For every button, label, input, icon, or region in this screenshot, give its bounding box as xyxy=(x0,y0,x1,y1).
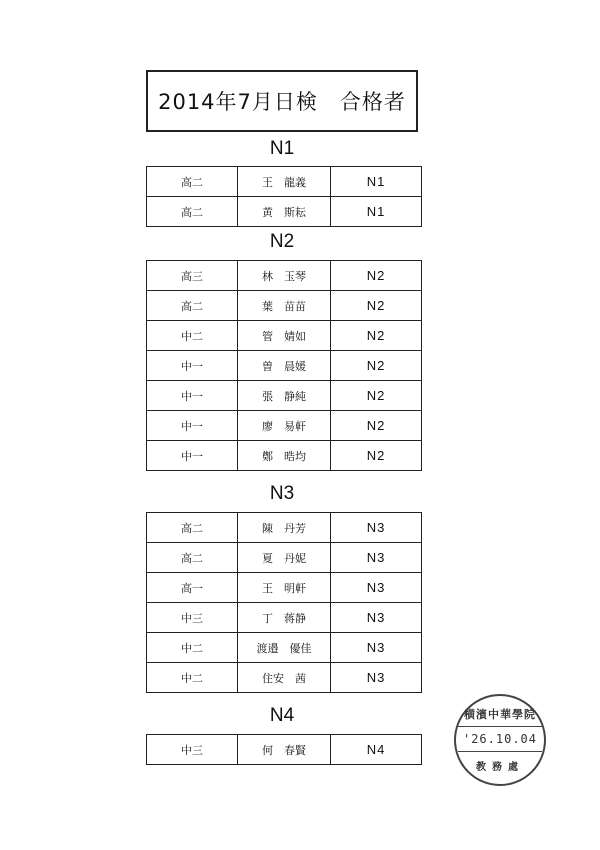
table-row xyxy=(147,603,422,633)
table-row xyxy=(147,441,422,471)
grade-cell: 中一 xyxy=(147,441,238,471)
table-row xyxy=(147,381,422,411)
table-row xyxy=(147,291,422,321)
grade-cell: 高三 xyxy=(147,261,238,291)
name-cell: 林 玉琴 xyxy=(238,261,331,291)
title-main: 2014年7月日検 xyxy=(158,90,318,114)
level-cell: N2 xyxy=(331,381,422,411)
stamp-office-name: 教務處 xyxy=(476,762,524,773)
level-cell: N2 xyxy=(331,351,422,381)
level-cell: N2 xyxy=(331,321,422,351)
level-cell: N1 xyxy=(331,197,422,227)
level-cell: N1 xyxy=(331,167,422,197)
table-row xyxy=(147,633,422,663)
grade-cell: 高二 xyxy=(147,167,238,197)
section-label-n3: N3 xyxy=(269,483,295,504)
table-row xyxy=(147,321,422,351)
stamp-date: '26.10.04 xyxy=(458,726,542,752)
name-cell: 鄭 晧均 xyxy=(238,441,331,471)
name-cell: 葉 苗苗 xyxy=(238,291,331,321)
name-cell: 丁 蒋静 xyxy=(238,603,331,633)
table-row xyxy=(147,735,422,765)
name-cell: 管 婧如 xyxy=(238,321,331,351)
grade-cell: 中一 xyxy=(147,351,238,381)
level-cell: N3 xyxy=(331,513,422,543)
table-row xyxy=(147,411,422,441)
table-row xyxy=(147,197,422,227)
name-cell: 住安 茜 xyxy=(238,663,331,693)
grade-cell: 中三 xyxy=(147,603,238,633)
level-cell: N2 xyxy=(331,411,422,441)
grade-cell: 中一 xyxy=(147,381,238,411)
grade-cell: 中二 xyxy=(147,321,238,351)
results-table-n3 xyxy=(146,512,422,693)
table-row xyxy=(147,663,422,693)
grade-cell: 高二 xyxy=(147,197,238,227)
name-cell: 張 静純 xyxy=(238,381,331,411)
level-cell: N3 xyxy=(331,603,422,633)
results-table-n1 xyxy=(146,166,422,227)
table-row xyxy=(147,543,422,573)
name-cell: 黄 斯耘 xyxy=(238,197,331,227)
level-cell: N3 xyxy=(331,633,422,663)
grade-cell: 高二 xyxy=(147,543,238,573)
section-label-n2: N2 xyxy=(269,231,295,252)
office-date-stamp xyxy=(454,694,546,786)
name-cell: 曽 晨媛 xyxy=(238,351,331,381)
section-label-n4: N4 xyxy=(269,705,295,726)
results-table-n4 xyxy=(146,734,422,765)
level-cell: N4 xyxy=(331,735,422,765)
name-cell: 陳 丹芳 xyxy=(238,513,331,543)
name-cell: 廖 易軒 xyxy=(238,411,331,441)
table-row xyxy=(147,261,422,291)
level-cell: N2 xyxy=(331,261,422,291)
grade-cell: 高一 xyxy=(147,573,238,603)
grade-cell: 高二 xyxy=(147,291,238,321)
section-label-n1: N1 xyxy=(269,138,295,159)
table-row xyxy=(147,351,422,381)
name-cell: 王 明軒 xyxy=(238,573,331,603)
table-row xyxy=(147,573,422,603)
name-cell: 王 龍義 xyxy=(238,167,331,197)
level-cell: N3 xyxy=(331,663,422,693)
grade-cell: 中三 xyxy=(147,735,238,765)
name-cell: 何 春賢 xyxy=(238,735,331,765)
level-cell: N3 xyxy=(331,573,422,603)
grade-cell: 中二 xyxy=(147,663,238,693)
name-cell: 夏 丹妮 xyxy=(238,543,331,573)
name-cell: 渡邉 優佳 xyxy=(238,633,331,663)
level-cell: N2 xyxy=(331,291,422,321)
title-sub: 合格者 xyxy=(339,90,406,114)
grade-cell: 中一 xyxy=(147,411,238,441)
level-cell: N2 xyxy=(331,441,422,471)
grade-cell: 高二 xyxy=(147,513,238,543)
table-row xyxy=(147,167,422,197)
table-row xyxy=(147,513,422,543)
grade-cell: 中二 xyxy=(147,633,238,663)
page-title xyxy=(146,70,418,132)
results-table-n2 xyxy=(146,260,422,471)
stamp-school-name: 横濱中華學院 xyxy=(464,708,536,721)
level-cell: N3 xyxy=(331,543,422,573)
